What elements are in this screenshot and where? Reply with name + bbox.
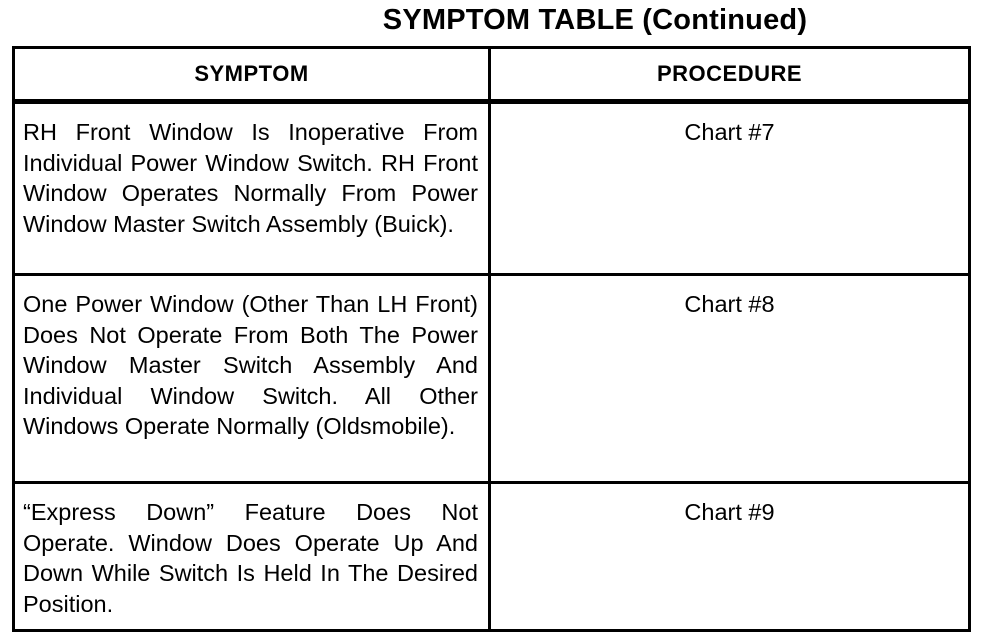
table-row xyxy=(14,102,970,275)
table-row xyxy=(14,275,970,483)
symptom-cell: One Power Window (Other Than LH Front) Does Not Operate From Both The Power Window Master Switch Assembly And Individual Window Switch. All Other Windows Operate Normally (Oldsmobile). xyxy=(14,275,490,483)
page-title: SYMPTOM TABLE (Continued) xyxy=(382,4,808,36)
table-row xyxy=(14,483,970,631)
procedure-cell: Chart #9 xyxy=(490,483,970,631)
column-header-symptom: SYMPTOM xyxy=(14,48,490,102)
procedure-cell: Chart #8 xyxy=(490,275,970,483)
column-header-procedure: PROCEDURE xyxy=(490,48,970,102)
symptom-cell: “Express Down” Feature Does Not Operate. Window Does Operate Up And Down While Switch Is Held In The Desired Position. xyxy=(14,483,490,631)
procedure-cell: Chart #7 xyxy=(490,102,970,275)
symptom-cell: RH Front Window Is Inoperative From Individual Power Window Switch. RH Front Window Operates Normally From Power Window Master Switch Assembly (Buick). xyxy=(14,102,490,275)
table-header-row xyxy=(14,48,970,102)
symptom-table xyxy=(12,46,971,632)
